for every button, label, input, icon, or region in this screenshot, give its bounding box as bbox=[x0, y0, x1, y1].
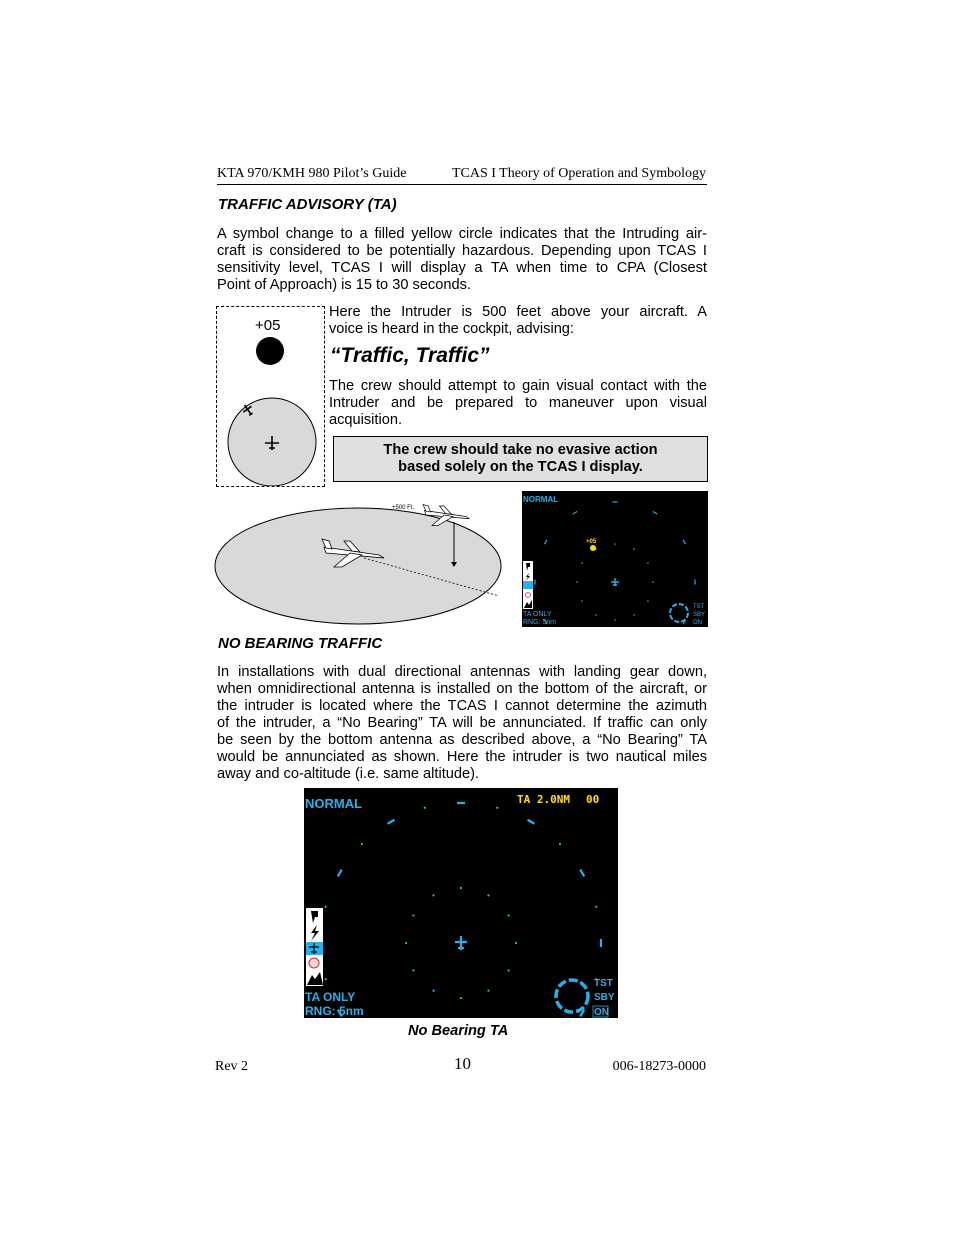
traffic-advisory-symbol bbox=[590, 545, 596, 551]
ta-altitude-readout: 00 bbox=[586, 793, 600, 806]
selected-icon-highlight bbox=[523, 581, 533, 589]
range-ring-dot bbox=[361, 843, 363, 845]
paragraph-line: In installations with dual directional antennas with landing gear down, bbox=[217, 664, 707, 680]
range-ring-dot bbox=[515, 942, 517, 944]
rotary-knob-icon bbox=[556, 980, 588, 1012]
range-ring-dot bbox=[647, 562, 649, 564]
on-button-label: ON bbox=[594, 1007, 609, 1018]
intruder-description-paragraph bbox=[329, 304, 707, 338]
range-ring-dot bbox=[412, 969, 414, 971]
range-ring-tick bbox=[544, 540, 547, 544]
range-ring-dot bbox=[460, 997, 462, 999]
paragraph-line: Point of Approach) is 15 to 30 seconds. bbox=[217, 277, 471, 293]
paragraph-line: craft is considered to be potentially hazardous. Depending upon TCAS I bbox=[217, 243, 707, 259]
paragraph-line: the intruder is located where the TCAS I cannot determine the azimuth bbox=[217, 698, 707, 714]
range-ring-dot bbox=[508, 914, 510, 916]
range-ring-dot bbox=[325, 978, 327, 980]
range-ring-tick bbox=[573, 511, 577, 514]
paragraph-line: The crew should attempt to gain visual contact with the bbox=[329, 378, 707, 394]
paragraph-line: voice is heard in the cockpit, advising: bbox=[329, 321, 574, 337]
paragraph-line: Here the Intruder is 500 feet above your aircraft. A bbox=[329, 304, 707, 320]
tst-button-label: TST bbox=[693, 604, 705, 610]
range-ring-dot bbox=[432, 894, 434, 896]
display-mode-label: NORMAL bbox=[305, 796, 363, 811]
range-ring-dot bbox=[424, 807, 426, 809]
paragraph-line: A symbol change to a filled yellow circle indicates that the Intruding air- bbox=[217, 226, 707, 242]
ta-symbol-figure bbox=[216, 306, 325, 487]
range-ring-dot bbox=[652, 581, 654, 583]
range-ring-tick bbox=[338, 870, 342, 877]
ta-only-label: TA ONLY bbox=[305, 990, 356, 1004]
rotary-knob-icon bbox=[670, 604, 688, 622]
traffic-advisory-paragraph bbox=[217, 226, 707, 294]
ta-only-label: TA ONLY bbox=[523, 611, 552, 618]
range-ring-tick bbox=[653, 511, 657, 514]
section-heading-traffic-advisory: TRAFFIC ADVISORY (TA) bbox=[218, 196, 397, 213]
range-ring-dot bbox=[559, 843, 561, 845]
range-ring-dot bbox=[614, 543, 616, 545]
voice-advisory-quote: “Traffic, Traffic” bbox=[330, 344, 490, 367]
range-ring-dot bbox=[508, 969, 510, 971]
figure-caption: No Bearing TA bbox=[408, 1023, 509, 1039]
range-ring-dot bbox=[460, 887, 462, 889]
warning-note-box bbox=[333, 436, 708, 482]
own-aircraft-icon bbox=[455, 936, 467, 950]
range-ring-dot bbox=[405, 942, 407, 944]
range-ring-dot bbox=[595, 906, 597, 908]
range-ring-dot bbox=[576, 581, 578, 583]
footer-revision: Rev 2 bbox=[215, 1059, 249, 1074]
header-section-title: TCAS I Theory of Operation and Symbology bbox=[451, 166, 706, 181]
range-ring-dot bbox=[614, 619, 616, 621]
altitude-difference-label: +500 Ft. bbox=[392, 505, 415, 511]
tcas-display-large bbox=[304, 788, 618, 1018]
tst-button-label: TST bbox=[594, 978, 613, 989]
tcas-display-small bbox=[522, 491, 708, 627]
ta-filled-circle-icon bbox=[256, 337, 284, 365]
paragraph-line: Intruder and be prepared to maneuver upon visual bbox=[329, 395, 707, 411]
paragraph-line: sensitivity level, TCAS I will display a TA when time to CPA (Closest bbox=[217, 260, 707, 276]
range-ring-tick bbox=[580, 870, 584, 877]
paragraph-line: acquisition. bbox=[329, 412, 403, 428]
footer-document-number: 006-18273-0000 bbox=[612, 1059, 706, 1074]
range-ring-dot bbox=[581, 562, 583, 564]
range-ring-tick bbox=[683, 540, 686, 544]
ta-symbol-altitude-label: +05 bbox=[255, 317, 281, 334]
range-ring-dot bbox=[487, 894, 489, 896]
header-guide-title: KTA 970/KMH 980 Pilot’s Guide bbox=[217, 166, 407, 181]
on-button-label: ON bbox=[693, 620, 702, 626]
weather-icon bbox=[309, 958, 319, 968]
range-ring-dot bbox=[432, 990, 434, 992]
range-ring-dot bbox=[325, 906, 327, 908]
range-label: RNG: 5nm bbox=[523, 619, 557, 626]
warning-line: The crew should take no evasive action bbox=[383, 442, 658, 458]
range-ring-dot bbox=[595, 614, 597, 616]
range-ring-dot bbox=[581, 600, 583, 602]
no-bearing-paragraph bbox=[217, 664, 707, 783]
footer-page-number: 10 bbox=[454, 1054, 471, 1073]
paragraph-line: when omnidirectional antenna is installed on the bottom of the aircraft, or bbox=[217, 681, 707, 697]
intruder-altitude-label: +05 bbox=[586, 539, 597, 545]
intruder-geometry-illustration bbox=[214, 496, 506, 628]
range-ring-dot bbox=[496, 807, 498, 809]
range-ring-dot bbox=[633, 614, 635, 616]
range-ring-dot bbox=[487, 990, 489, 992]
range-ring-dot bbox=[412, 914, 414, 916]
sby-button-label: SBY bbox=[693, 612, 706, 618]
paragraph-line: of the intruder, a “No Bearing” TA will be annunciated. If traffic can only bbox=[217, 715, 707, 731]
display-mode-label: NORMAL bbox=[523, 495, 559, 504]
warning-line: based solely on the TCAS I display. bbox=[398, 459, 643, 475]
crew-action-paragraph bbox=[329, 378, 707, 429]
range-ring-tick bbox=[388, 820, 395, 824]
header-rule bbox=[217, 184, 707, 185]
ta-range-readout: TA 2.0NM bbox=[517, 793, 570, 806]
range-ring-dot bbox=[647, 600, 649, 602]
paragraph-line: be seen by the bottom antenna as described above, a “No Bearing” TA bbox=[217, 732, 707, 748]
ground-plane-ellipse bbox=[215, 508, 501, 624]
own-aircraft-icon bbox=[611, 578, 619, 586]
range-ring-dot bbox=[633, 548, 635, 550]
paragraph-line: away and co-altitude (i.e. same altitude). bbox=[217, 766, 480, 782]
range-ring-tick bbox=[528, 820, 535, 824]
paragraph-line: would be annunciated as shown. Here the intruder is two nautical miles bbox=[217, 749, 707, 765]
sby-button-label: SBY bbox=[594, 992, 615, 1003]
section-heading-no-bearing: NO BEARING TRAFFIC bbox=[218, 635, 383, 652]
range-label: RNG: 5nm bbox=[305, 1004, 364, 1018]
